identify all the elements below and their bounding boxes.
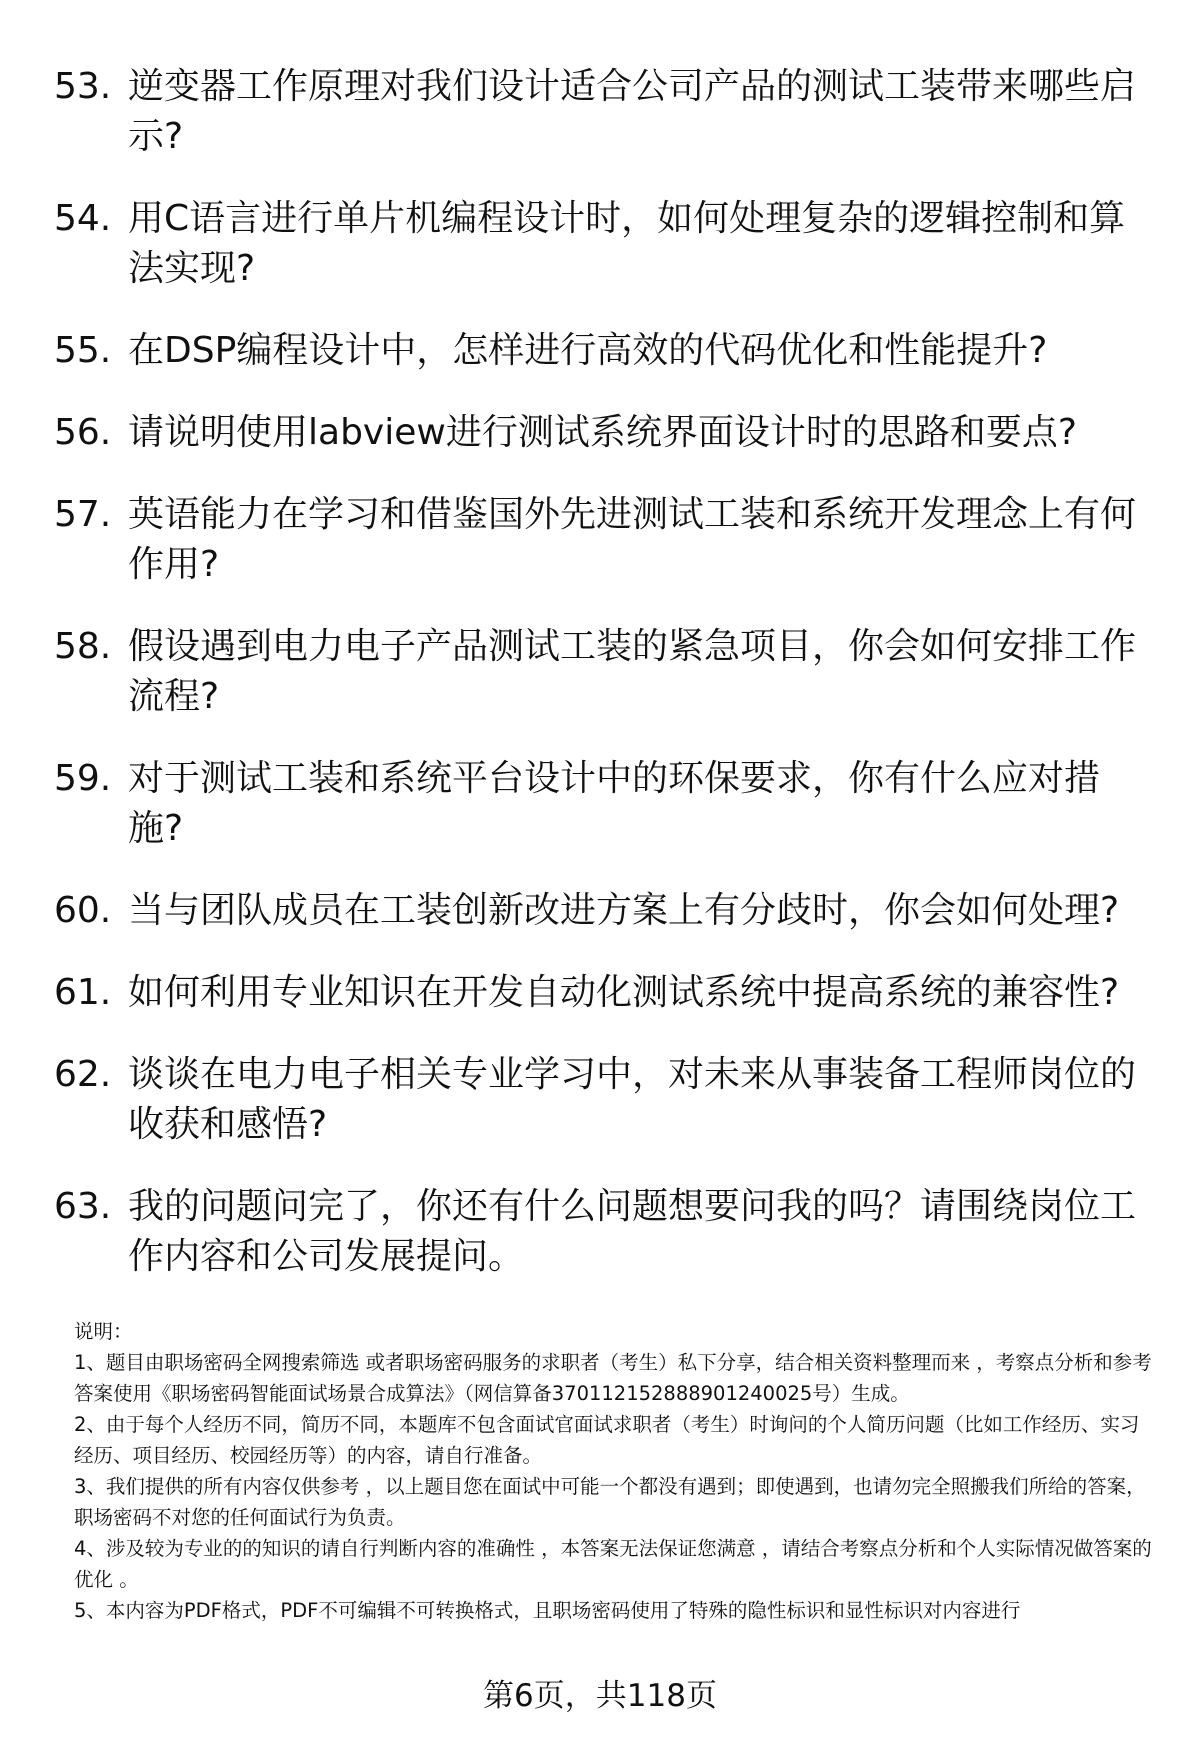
question-number: 54. <box>54 198 112 239</box>
note-item: 4、涉及较为专业的的知识的请自行判断内容的准确性 ，本答案无法保证您满意 ，请结合考察点分析和个人实际情况做答案的优化 。 <box>74 1537 1152 1591</box>
question-text: 谈谈在电力电子相关专业学习中，对未来从事装备工程师岗位的收获和感悟? <box>128 1054 1137 1145</box>
question-text: 英语能力在学习和借鉴国外先进测试工装和系统开发理念上有何作用? <box>128 494 1137 585</box>
question-number: 55. <box>54 330 112 371</box>
question-number: 62. <box>54 1054 112 1095</box>
question-item <box>0 754 1200 854</box>
question-number: 56. <box>54 412 112 453</box>
question-text: 逆变器工作原理对我们设计适合公司产品的测试工装带来哪些启示? <box>128 66 1137 157</box>
notes-title: 说明： <box>74 1320 133 1343</box>
question-text: 用C语言进行单片机编程设计时，如何处理复杂的逻辑控制和算法实现? <box>128 198 1126 289</box>
question-item <box>0 1050 1200 1150</box>
question-item <box>0 622 1200 722</box>
question-text: 当与团队成员在工装创新改进方案上有分歧时，你会如何处理? <box>128 890 1120 931</box>
question-number: 58. <box>54 626 112 667</box>
note-item: 3、我们提供的所有内容仅供参考 ，以上题目您在面试中可能一个都没有遇到；即使遇到，也请勿完全照搬我们所给的答案，职场密码不对您的任何面试行为负责。 <box>74 1475 1146 1529</box>
question-text: 如何利用专业知识在开发自动化测试系统中提高系统的兼容性? <box>128 972 1120 1013</box>
question-number: 53. <box>54 66 112 107</box>
question-item <box>0 490 1200 590</box>
question-text: 我的问题问完了，你还有什么问题想要问我的吗？请围绕岗位工作内容和公司发展提问。 <box>128 1186 1137 1277</box>
page-number: 第6页，共118页 <box>483 1678 717 1714</box>
question-item <box>0 968 1200 1018</box>
question-number: 63. <box>54 1186 112 1227</box>
question-number: 60. <box>54 890 112 931</box>
question-number: 57. <box>54 494 112 535</box>
notes-section <box>74 1316 1156 1626</box>
question-text: 请说明使用labview进行测试系统界面设计时的思路和要点? <box>128 412 1077 453</box>
question-item <box>0 62 1200 162</box>
question-text: 假设遇到电力电子产品测试工装的紧急项目，你会如何安排工作流程? <box>128 626 1137 717</box>
note-item: 1、题目由职场密码全网搜索筛选 或者职场密码服务的求职者（考生）私下分享，结合相关资料整理而来 ，考察点分析和参考答案使用《职场密码智能面试场景合成算法》（网信算备370112152888901240025号）生成。 <box>74 1351 1152 1405</box>
question-item <box>0 326 1200 376</box>
question-item <box>0 408 1200 458</box>
question-text: 对于测试工装和系统平台设计中的环保要求，你有什么应对措施? <box>128 758 1101 849</box>
question-number: 59. <box>54 758 112 799</box>
question-item <box>0 886 1200 936</box>
question-item <box>0 1182 1200 1282</box>
question-text: 在DSP编程设计中，怎样进行高效的代码优化和性能提升? <box>128 330 1048 371</box>
question-item <box>0 194 1200 294</box>
note-item: 5、本内容为PDF格式，PDF不可编辑不可转换格式，且职场密码使用了特殊的隐性标识和显性标识对内容进行 <box>74 1599 1021 1622</box>
question-number: 61. <box>54 972 112 1013</box>
question-list <box>0 62 1200 1314</box>
note-item: 2、由于每个人经历不同，简历不同，本题库不包含面试官面试求职者（考生）时询问的个人简历问题（比如工作经历、实习经历、项目经历、校园经历等）的内容，请自行准备。 <box>74 1413 1140 1467</box>
